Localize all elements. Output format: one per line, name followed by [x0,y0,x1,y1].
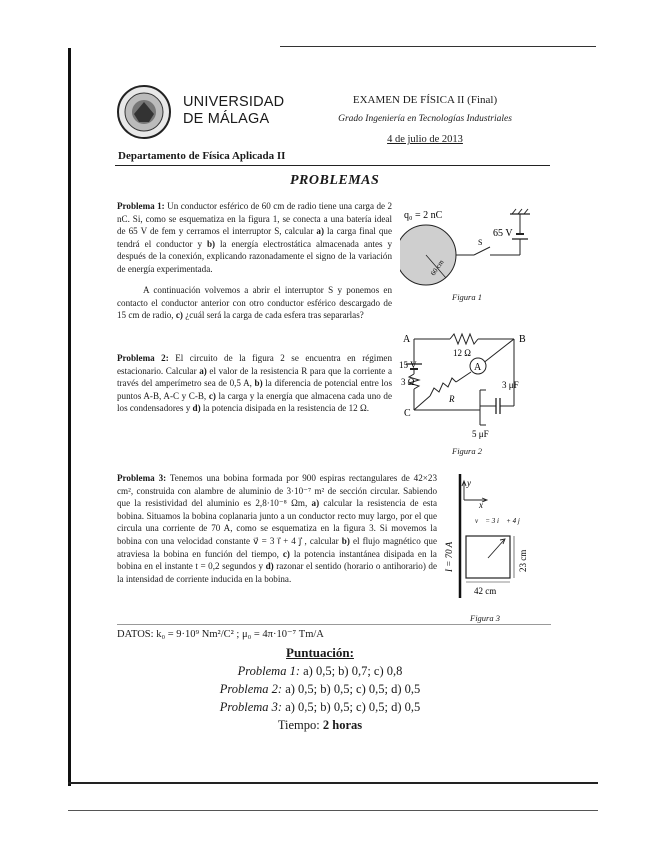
university-seal-icon [116,84,172,140]
problem2-text: Problema 2: El circuito de la figura 2 se encuentra en régimen estacionario. Calcular a) el valor de la resistencia R para que la corriente a través del amperímetro sea de 0,5 A, b) la diferencia de potencial entre los puntos A-B, A-C y C-B, c) la carga y la energía que almacena cada uno de los condensadores y d) la potencia disipada en la resistencia de 12 Ω. [117,353,393,414]
figure3-height-label: 23 cm [518,549,528,572]
degree-name: Grado Ingeniería en Tecnologías Industriales [338,114,512,124]
problem2-label: Problema 2: [117,353,169,363]
figure2-c5-label: 5 μF [472,429,489,439]
scoring-block [150,662,490,734]
figure2-node-b: B [519,334,526,345]
problem3-text: Problema 3: Tenemos una bobina formada por 900 espiras rectangulares de 42×23 cm², construida con alambre de aluminio de 3·10⁻⁷ m² de sección circular. Sabiendo que la resistividad del aluminio es 2,8·10⁻⁸ Ωm, a) calcular la resistencia de esta bobina. Situamos la bobina coplanaria junto a un conductor recto muy largo, por el que circula una corriente de 70 A, como se esquematiza en la figura 3. Si movemos la bobina con una velocidad constante v⃗ = 3 i⃗ + 4 j⃗ , calcular b) el flujo magnético que atraviesa la bobina en función del tiempo, c) la potencia instantánea disipada en la bobina en el instante t = 0,2 segundos y d) razonar el sentido (horario o antihorario) de la intensidad de corriente inducida en la bobina. [117,473,437,584]
figure3-x-axis-label: x [479,500,483,510]
figure3-width-label: 42 cm [474,586,497,596]
top-rule [280,46,596,47]
data-constants: DATOS: k₀ = 9·10⁹ Nm²/C² ; μ₀ = 4π·10⁻⁷ Tm/A [117,629,324,640]
bottom-rule [68,782,598,784]
exam-time: Tiempo: 2 horas [277,718,363,732]
figure1-switch-label: S [478,238,483,247]
exam-date: 4 de julio de 2013 [387,134,463,145]
header-rule [115,165,550,166]
figure1-caption: Figura 1 [452,292,482,302]
figure2-caption: Figura 2 [452,446,482,456]
university-name-line2: DE MÁLAGA [183,111,270,127]
problem1-text-continued: A continuación volvemos a abrir el interruptor S y ponemos en contacto el conductor anterior con otro conductor esférico descargado de 15 cm de radio, c) ¿cuál será la carga de cada esfera tras separarlas? [117,285,392,321]
figure3-velocity-label: v⃗ = 3 i⃗ + 4 j⃗ [475,517,526,525]
exam-title: EXAMEN DE FÍSICA II (Final) [352,94,498,106]
problem3-label: Problema 3: [117,473,167,483]
bottom-rule-thin [68,810,598,811]
section-title: PROBLEMAS [290,173,380,188]
figure2-circuit [398,330,538,442]
figure3-y-axis-label: y [467,478,471,488]
figure3-caption: Figura 3 [470,613,500,623]
figure1-voltage-label: 65 V [493,228,513,239]
figure2-r12-label: 12 Ω [453,348,471,358]
figure2-emf-label: 15 V [399,360,417,370]
figure3-wire-coil [440,472,540,602]
scoring-title: Puntuación: [286,645,354,660]
figure3-current-label: I = 70 A [444,541,454,572]
scoring-problem2: Problema 2: a) 0,5; b) 0,5; c) 0,5; d) 0,5 [219,682,421,696]
scoring-problem1: Problema 1: a) 0,5; b) 0,7; c) 0,8 [237,664,403,678]
datos-rule [117,624,551,625]
page-left-edge [68,48,71,786]
figure2-ammeter-label: A [474,362,482,373]
figure2-c3-label: 3 μF [502,380,519,390]
figure1-radius-label: 60 cm [429,258,446,278]
university-name-line1: UNIVERSIDAD [183,94,285,110]
department-name: Departamento de Física Aplicada II [118,150,286,162]
figure1-charge-label: q₀ = 2 nC [404,210,443,221]
problem1-text: Problema 1: Un conductor esférico de 60 cm de radio tiene una carga de 2 nC. Si, como se esquematiza en la figura 1, se conecta a una batería ideal de 65 V de fem y cerramos el interruptor S, calcular a) la carga final que tendrá el conductor y b) la energía electrostática almacenada antes y después de la conexión, explicando razonadamente el signo de la variación de energía experimentada. [117,201,393,274]
figure2-node-a: A [403,334,411,345]
figure2-r3-label: 3 Ω [401,377,415,387]
problem1-label: Problema 1: [117,201,165,211]
figure2-r-label: R [449,394,455,404]
scoring-problem3: Problema 3: a) 0,5; b) 0,5; c) 0,5; d) 0,5 [219,700,421,714]
figure2-node-c: C [404,408,411,419]
